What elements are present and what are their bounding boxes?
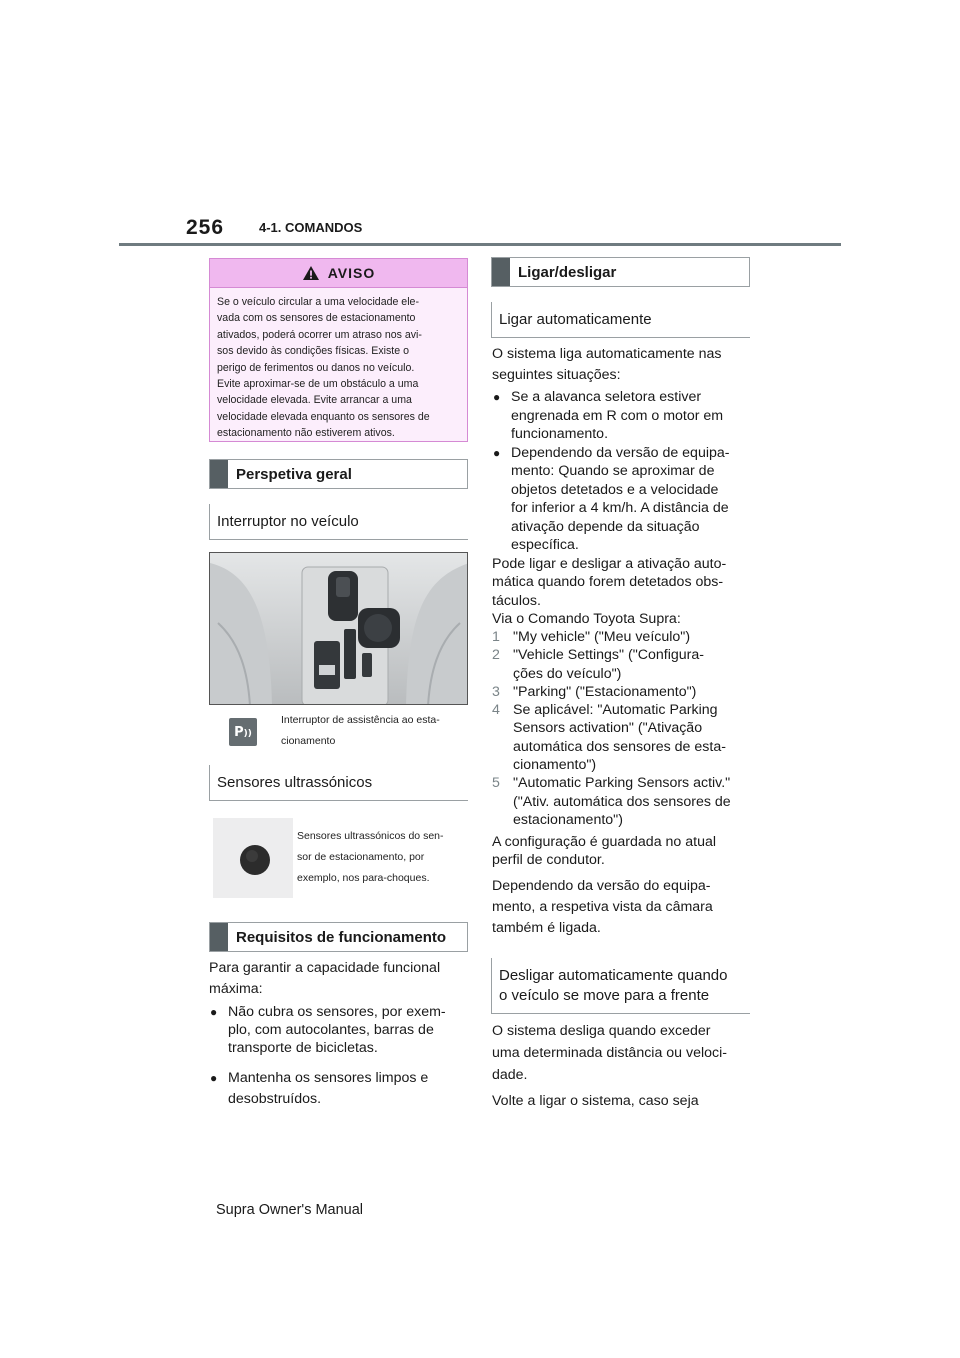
switch-subtitle: Interruptor no veículo xyxy=(217,513,359,530)
chapter-title: 4-1. COMANDOS xyxy=(259,220,363,235)
auto-on-intro: O sistema liga automaticamente nas seguintes situações: xyxy=(492,346,722,383)
switch-caption: Interruptor de assistência ao esta- cionamento xyxy=(281,714,440,747)
step-text: "Automatic Parking Sensors activ." ("Ativ. automática dos sensores de estacionamento") xyxy=(513,775,731,828)
auto-off-subtitle: Desligar automaticamente quando o veículo se move para a frente xyxy=(499,966,728,1004)
requirements-title: Requisitos de funcionamento xyxy=(236,928,447,946)
list-item xyxy=(492,628,754,646)
auto-off-subheader xyxy=(491,958,750,1014)
sensor-image xyxy=(213,818,293,898)
overview-section-header xyxy=(209,459,468,489)
warning-text: Se o veículo circular a uma velocidade ele- vada com os sensores de estacionamento ativados, poderá ocorrer um atraso nos avi- sos devido às condições físicas. Existe o perigo de ferimentos ou danos no veículo. Evite aproximar-se de um obstáculo a uma velocidade elevada. Evite arrancar a uma velocidade elevada enquanto os sensores de estacionamento não estiverem ativos. xyxy=(217,296,430,440)
list-item: ● Não cubra os sensores, por exem- plo, com autocolantes, barras de transporte de bicicletas. xyxy=(209,1003,471,1057)
onoff-section-header xyxy=(491,257,750,287)
menu-steps-list xyxy=(492,628,754,829)
page-number: 256 xyxy=(186,216,225,239)
step-number: 5 xyxy=(492,775,500,792)
warning-box xyxy=(209,258,468,442)
step-text: Se aplicável: "Automatic Parking Sensors activation" ("Ativação automática dos sensores de esta- cionamento") xyxy=(513,702,726,774)
requirements-list xyxy=(209,1003,471,1110)
list-item: ● Se a alavanca seletora estiver engrenada em R com o motor em funcionamento. xyxy=(492,388,754,444)
list-item xyxy=(492,774,754,829)
sensors-subtitle: Sensores ultrassónicos xyxy=(217,774,373,791)
sensors-caption: Sensores ultrassónicos do sen- sor de estacionamento, por exemplo, nos para-choques. xyxy=(297,830,444,884)
header-divider xyxy=(119,243,841,246)
auto-on-subheader xyxy=(491,302,750,338)
switch-subheader xyxy=(209,504,468,540)
list-item: ● Dependendo da versão de equipa- mento: Quando se aproximar de objetos detetados e a velocidade for inferior a 4 km/h. A distância de ativação depende da situação específica. xyxy=(492,444,754,555)
auto-on-subtitle: Ligar automaticamente xyxy=(499,311,652,328)
warning-triangle-icon xyxy=(302,265,320,281)
console-photo xyxy=(209,552,468,705)
step-number: 2 xyxy=(492,647,500,664)
restart-text: Volte a ligar o sistema, caso seja xyxy=(492,1093,699,1109)
overview-title: Perspetiva geral xyxy=(236,465,352,483)
step-number: 3 xyxy=(492,683,500,700)
sensors-subheader xyxy=(209,765,468,801)
warning-title: AVISO xyxy=(327,265,376,281)
step-text: "My vehicle" ("Meu veículo") xyxy=(513,629,691,645)
camera-text: Dependendo da versão do equipa- mento, a respetiva vista da câmara também é ligada. xyxy=(492,878,713,936)
requirements-section-header xyxy=(209,922,468,952)
profile-text: A configuração é guardada no atual perfil de condutor. xyxy=(492,834,717,869)
list-item xyxy=(492,683,754,701)
step-text: "Parking" ("Estacionamento") xyxy=(513,683,697,700)
parking-assist-icon: P)) xyxy=(229,718,257,746)
auto-off-text: O sistema desliga quando exceder uma determinada distância ou veloci- dade. xyxy=(492,1023,728,1083)
warning-header xyxy=(210,259,467,288)
list-item xyxy=(492,646,754,683)
step-number: 4 xyxy=(492,702,500,719)
list-item xyxy=(492,701,754,774)
list-item: ● Mantenha os sensores limpos e desobstruídos. xyxy=(209,1068,471,1110)
step-number: 1 xyxy=(492,629,500,645)
footer-text: Supra Owner's Manual xyxy=(216,1202,364,1218)
manual-activation-text: Pode ligar e desligar a ativação auto- mática quando forem detetados obs- táculos. Via o Comando Toyota Supra: xyxy=(492,556,727,627)
onoff-title: Ligar/desligar xyxy=(518,263,617,281)
step-text: "Vehicle Settings" ("Configura- ções do veículo") xyxy=(513,647,704,682)
requirements-intro: Para garantir a capacidade funcional máxima: xyxy=(209,960,441,997)
auto-on-list xyxy=(492,388,754,555)
